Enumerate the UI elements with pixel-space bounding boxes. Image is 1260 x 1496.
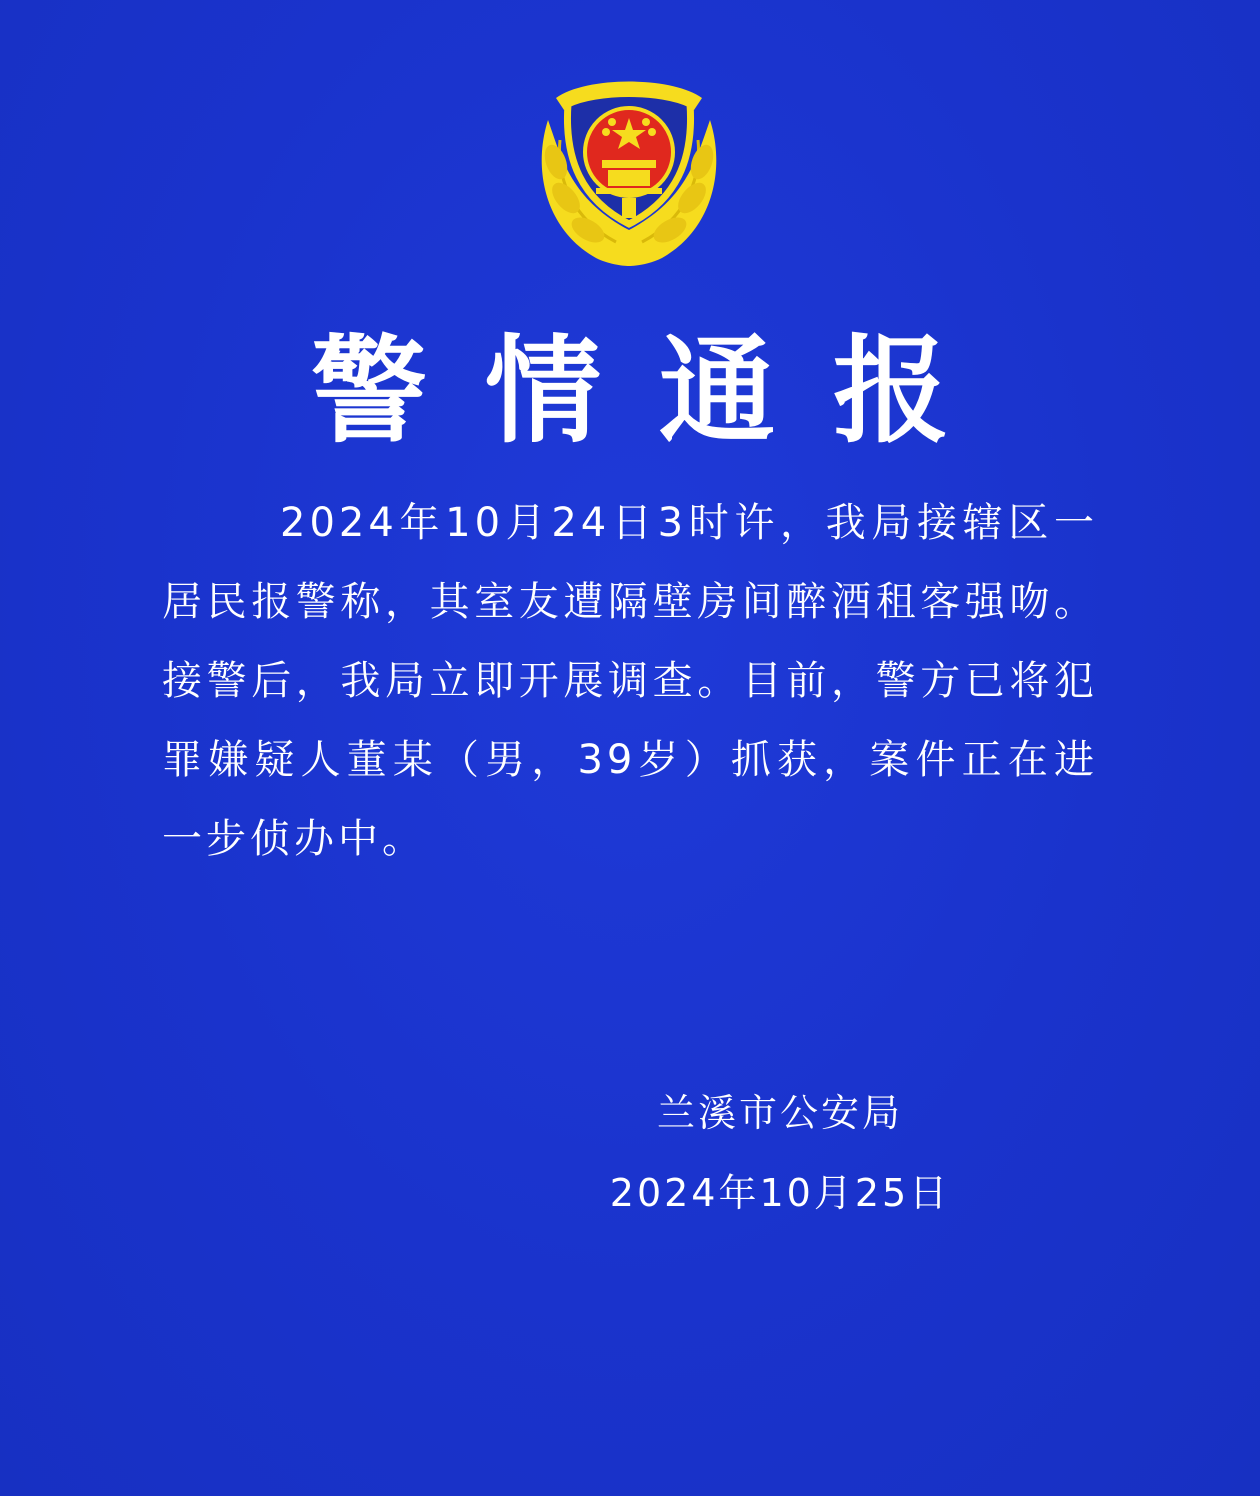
issuing-organization: 兰溪市公安局	[656, 1091, 903, 1135]
police-emblem-icon	[526, 70, 732, 276]
page-title: 警情通报	[311, 324, 1007, 459]
notice-body: 2024年10月24日3时许，我局接辖区一居民报警称，其室友遭隔壁房间醉酒租客强吻。接警后，我局立即开展调查。目前，警方已将犯罪嫌疑人董某（男，39岁）抓获，案件正在进一步侦办中。	[162, 500, 1098, 862]
issue-date: 2024年10月25日	[609, 1171, 951, 1215]
